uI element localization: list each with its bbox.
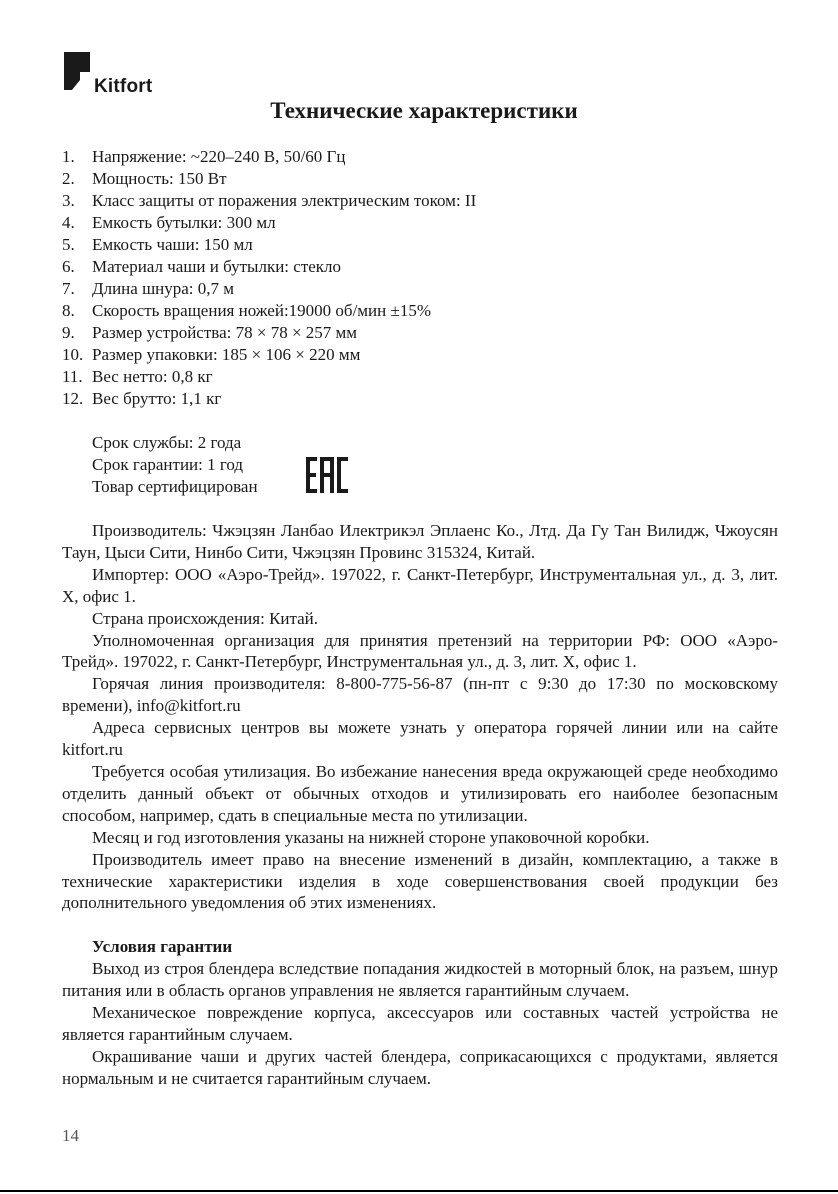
warranty-paragraph-2: Механическое повреждение корпуса, аксессуаров или составных частей устройства не является гарантийным случаем. (62, 1003, 778, 1044)
importer-paragraph: Импортер: ООО «Аэро-Трейд». 197022, г. Санкт-Петербург, Инструментальная ул., д. 3, лит. Х, офис 1. (62, 564, 778, 606)
spec-item: 5. Емкость чаши: 150 мл (62, 235, 253, 254)
service-centers-paragraph: Адреса сервисных центров вы можете узнать у оператора горячей линии или на сайте kitfort.ru (62, 718, 778, 760)
spec-item: 6. Материал чаши и бутылки: стекло (62, 257, 342, 276)
changes-paragraph: Производитель имеет право на внесение изменений в дизайн, комплектацию, а также в технические характеристики изделия в ходе совершенствования своей продукции без дополнительного уведомления об этих изменениях. (62, 849, 778, 913)
warranty-period: Срок гарантии: 1 год (92, 455, 244, 474)
eac-mark-icon (305, 456, 349, 494)
spec-item: 11. Вес нетто: 0,8 кг (62, 367, 213, 386)
manufacturer-paragraph: Производитель: Чжэцзян Ланбао Илектрикэл Эплаенс Ко., Лтд. Да Гу Тан Вилидж, Чжоусян Таун, Цыси Сити, Нинбо Сити, Чжэцзян Провинс 315324, Китай. (62, 521, 778, 562)
warranty-heading: Условия гарантии (92, 937, 233, 957)
authorized-paragraph: Уполномоченная организация для принятия претензий на территории РФ: ООО «Аэро-Трейд». 197022, г. Санкт-Петербург, Инструментальная ул., д. 3, лит. Х, офис 1. (62, 630, 778, 672)
spec-item: 1. Напряжение: ~220–240 В, 50/60 Гц (62, 147, 346, 166)
hotline-paragraph: Горячая линия производителя: 8-800-775-56-87 (пн-пт с 9:30 до 17:30 по московскому времени), info@kitfort.ru (62, 674, 778, 716)
warranty-paragraph-3: Окрашивание чаши и других частей блендера, соприкасающихся с продуктами, является нормальным и не считается гарантийным случаем. (62, 1046, 778, 1088)
page-number: 14 (62, 1126, 79, 1145)
spec-item: 8. Скорость вращения ножей:19000 об/мин ±15% (62, 301, 431, 320)
body-text (62, 520, 778, 1090)
kitfort-logo-icon (62, 50, 92, 100)
disposal-paragraph: Требуется особая утилизация. Во избежание нанесения вреда окружающей среде необходимо отделить данный объект от обычных отходов и утилизировать его наиболее безопасным способом, например, сдать в специальные места по утилизации. (62, 761, 778, 825)
kitfort-logo (62, 50, 182, 102)
spec-item: 2. Мощность: 150 Вт (62, 169, 227, 188)
origin-paragraph: Страна происхождения: Китай. (92, 608, 319, 628)
spec-item: 4. Емкость бутылки: 300 мл (62, 213, 276, 232)
page-title: Технические характеристики (270, 98, 578, 123)
logo-text: Kitfort (94, 76, 153, 97)
warranty-paragraph-1: Выход из строя блендера вследствие попадания жидкостей в моторный блок, на разъем, шнур питания или в область органов управления не является гарантийным случаем. (62, 959, 778, 1001)
spec-item: 7. Длина шнура: 0,7 м (62, 279, 235, 298)
service-info (92, 432, 258, 498)
certified-label: Товар сертифицирован (92, 477, 258, 496)
manufacture-date-paragraph: Месяц и год изготовления указаны на нижней стороне упаковочной коробки. (92, 827, 650, 847)
bottom-divider (0, 1190, 838, 1192)
specs-list (62, 146, 476, 410)
spec-item: 9. Размер устройства: 78 × 78 × 257 мм (62, 323, 358, 342)
spec-item: 10. Размер упаковки: 185 × 106 × 220 мм (62, 345, 361, 364)
service-life: Срок службы: 2 года (92, 433, 242, 452)
spec-item: 12. Вес брутто: 1,1 кг (62, 389, 222, 408)
spec-item: 3. Класс защиты от поражения электрическим током: II (62, 191, 477, 210)
